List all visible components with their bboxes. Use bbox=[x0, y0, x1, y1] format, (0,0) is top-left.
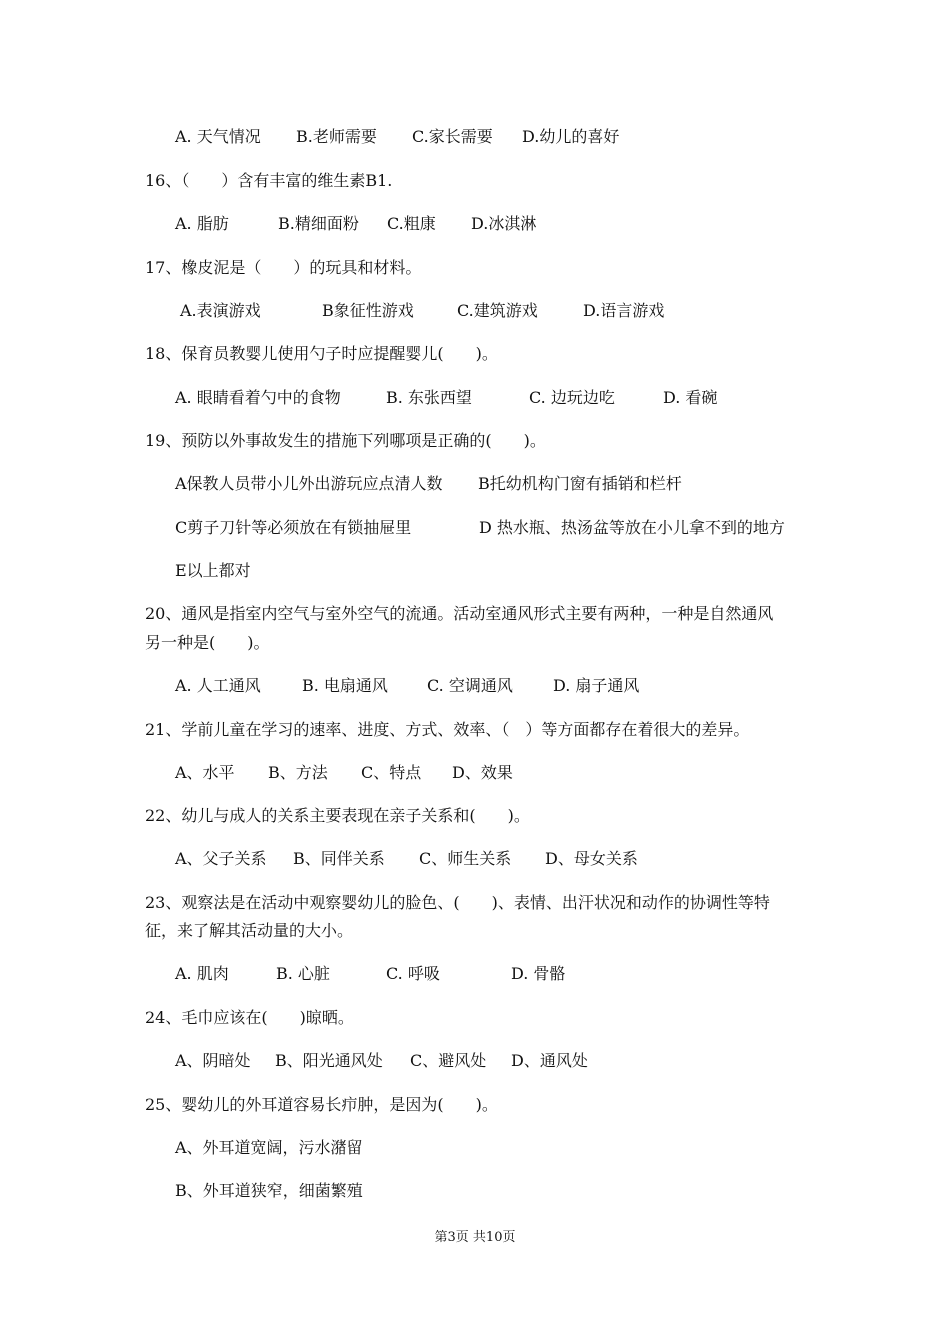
q21-option-b: B、方法 bbox=[268, 763, 328, 782]
q21-option-c: C、特点 bbox=[361, 763, 422, 782]
page-footer: 第3页 共10页 bbox=[434, 1230, 516, 1245]
question-23-line-1: 23、观察法是在活动中观察婴幼儿的脸色、( )、表情、出汗状况和动作的协调性等特 bbox=[145, 893, 770, 912]
q22-option-a: A、父子关系 bbox=[175, 849, 267, 868]
question-25: 25、婴幼儿的外耳道容易长疖肿，是因为( )。 bbox=[145, 1095, 498, 1114]
q21-option-d: D、效果 bbox=[452, 763, 513, 782]
q15-option-a: A. 天气情况 bbox=[175, 127, 261, 146]
question-21: 21、学前儿童在学习的速率、进度、方式、效率、（ ）等方面都存在着很大的差异。 bbox=[145, 720, 750, 739]
q15-option-c: C.家长需要 bbox=[412, 127, 493, 146]
q19-option-a: A保教人员带小儿外出游玩应点清人数 bbox=[175, 474, 443, 493]
q25-option-a: A、外耳道宽阔，污水潴留 bbox=[175, 1138, 363, 1157]
question-22: 22、幼儿与成人的关系主要表现在亲子关系和( )。 bbox=[145, 806, 530, 825]
question-24: 24、毛巾应该在( )晾晒。 bbox=[145, 1008, 354, 1027]
q23-option-d: D. 骨骼 bbox=[511, 964, 566, 983]
q20-option-c: C. 空调通风 bbox=[427, 676, 513, 695]
q21-option-a: A、水平 bbox=[175, 763, 235, 782]
q16-option-b: B.精细面粉 bbox=[278, 214, 359, 233]
q16-option-d: D.冰淇淋 bbox=[471, 214, 537, 233]
q19-option-c: C剪子刀针等必须放在有锁抽屉里 bbox=[175, 518, 412, 537]
question-17: 17、橡皮泥是（ ）的玩具和材料。 bbox=[145, 258, 422, 277]
q19-option-d: D 热水瓶、热汤盆等放在小儿拿不到的地方 bbox=[479, 518, 785, 537]
q16-option-a: A. 脂肪 bbox=[175, 214, 229, 233]
q15-option-d: D.幼儿的喜好 bbox=[522, 127, 620, 146]
question-16: 16、（ ）含有丰富的维生素B1. bbox=[145, 171, 393, 190]
q22-option-b: B、同伴关系 bbox=[293, 849, 385, 868]
q23-option-c: C. 呼吸 bbox=[386, 964, 440, 983]
q20-option-b: B. 电扇通风 bbox=[302, 676, 388, 695]
q18-option-c: C. 边玩边吃 bbox=[529, 388, 615, 407]
q24-option-c: C、避风处 bbox=[410, 1051, 487, 1070]
q22-option-c: C、师生关系 bbox=[419, 849, 512, 868]
question-23-line-2: 征，来了解其活动量的大小。 bbox=[145, 921, 354, 940]
q17-option-c: C.建筑游戏 bbox=[457, 301, 538, 320]
q16-option-c: C.粗康 bbox=[387, 214, 436, 233]
q18-option-d: D. 看碗 bbox=[663, 388, 718, 407]
q19-option-e: E以上都对 bbox=[175, 561, 251, 580]
q24-option-d: D、通风处 bbox=[511, 1051, 588, 1070]
q18-option-a: A. 眼睛看着勺中的食物 bbox=[175, 388, 341, 407]
q18-option-b: B. 东张西望 bbox=[386, 388, 472, 407]
q22-option-d: D、母女关系 bbox=[545, 849, 638, 868]
question-18: 18、保育员教婴儿使用勺子时应提醒婴儿( )。 bbox=[145, 344, 498, 363]
q25-option-b: B、外耳道狭窄，细菌繁殖 bbox=[175, 1181, 363, 1200]
q20-option-a: A. 人工通风 bbox=[175, 676, 261, 695]
question-20-line-2: 另一种是( )。 bbox=[145, 633, 270, 652]
q15-option-b: B.老师需要 bbox=[296, 127, 377, 146]
q17-option-a: A.表演游戏 bbox=[180, 301, 261, 320]
q24-option-b: B、阳光通风处 bbox=[275, 1051, 383, 1070]
q24-option-a: A、阴暗处 bbox=[175, 1051, 251, 1070]
q23-option-b: B. 心脏 bbox=[276, 964, 330, 983]
q17-option-d: D.语言游戏 bbox=[583, 301, 665, 320]
q20-option-d: D. 扇子通风 bbox=[553, 676, 640, 695]
q23-option-a: A. 肌肉 bbox=[175, 964, 229, 983]
question-19: 19、预防以外事故发生的措施下列哪项是正确的( )。 bbox=[145, 431, 546, 450]
q19-option-b: B托幼机构门窗有插销和栏杆 bbox=[478, 474, 682, 493]
question-20-line-1: 20、通风是指室内空气与室外空气的流通。活动室通风形式主要有两种，一种是自然通风 bbox=[145, 604, 774, 623]
q17-option-b: B象征性游戏 bbox=[322, 301, 414, 320]
